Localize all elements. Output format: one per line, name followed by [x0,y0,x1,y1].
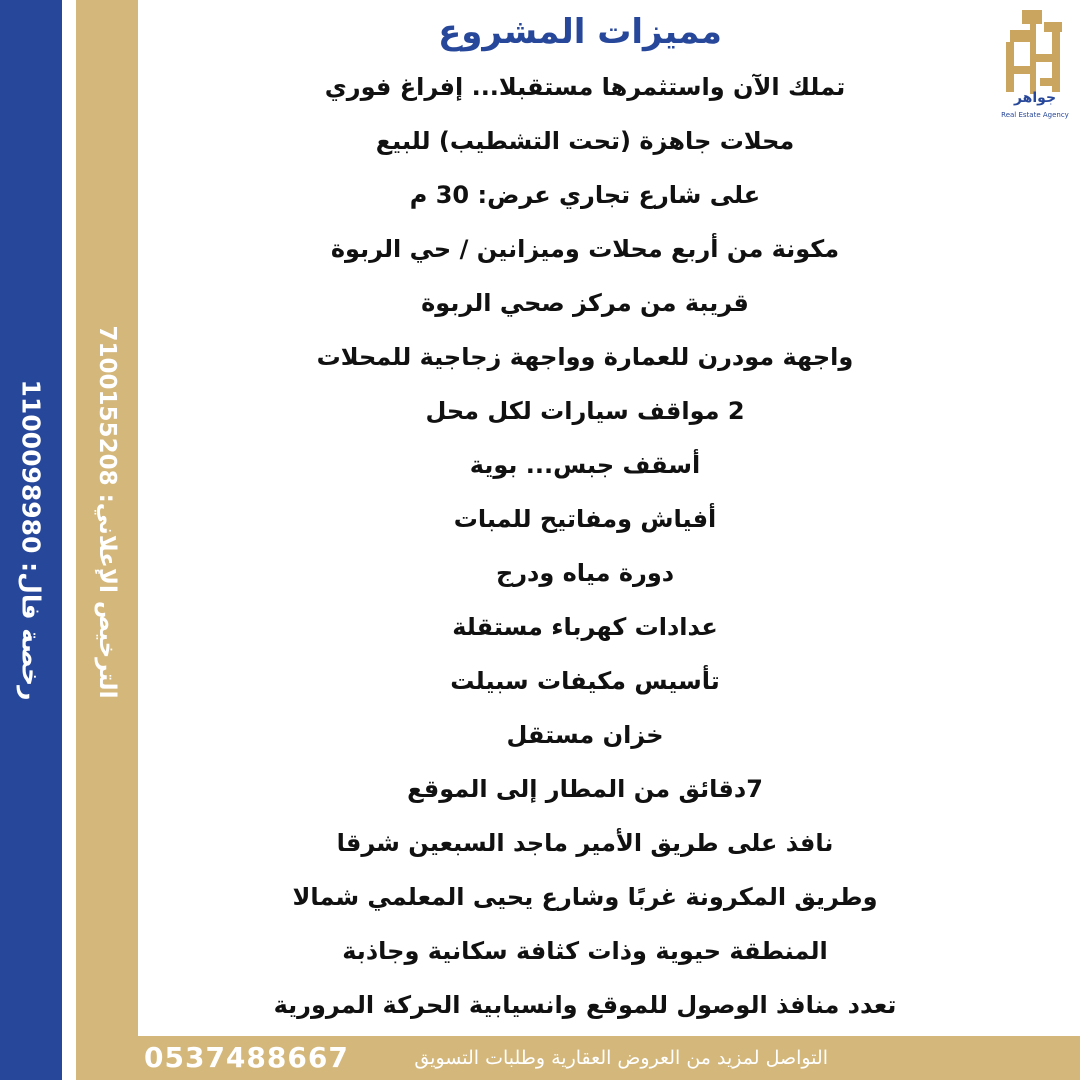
feature-item: 7دقائق من المطار إلى الموقع [407,775,763,803]
feature-item: 2 مواقف سيارات لكل محل [425,397,745,425]
feature-item: عدادات كهرباء مستقلة [452,613,718,641]
fal-license-text: رخصة فال: 1100098980 [16,379,46,701]
feature-item: وطريق المكرونة غربًا وشارع يحيى المعلمي شمالا [292,883,878,911]
feature-item: تملك الآن واستثمرها مستقبلا... إفراغ فوري [324,73,846,101]
feature-item: واجهة مودرن للعمارة وواجهة زجاجية للمحلات [316,343,854,371]
page-title: مميزات المشروع [438,12,722,52]
feature-item: مكونة من أربع محلات وميزانين / حي الربوة [330,235,840,263]
feature-item: خزان مستقل [506,721,664,749]
feature-item: نافذ على طريق الأمير ماجد السبعين شرقا [336,829,834,857]
logo-subtitle: Real Estate Agency [1001,111,1069,119]
feature-list [140,64,1030,1036]
logo-name: جواهر [1013,90,1057,106]
feature-item: محلات جاهزة (تحت التشطيب) للبيع [375,127,795,155]
feature-item: المنطقة حيوية وذات كثافة سكانية وجاذبة [342,937,828,965]
feature-item: على شارع تجاري عرض: 30 م [409,181,761,209]
feature-item: تعدد منافذ الوصول للموقع وانسيابية الحركة المرورية [273,991,897,1019]
feature-item: أفياش ومفاتيح للمبات [453,505,717,533]
feature-item: قريبة من مركز صحي الربوة [421,289,749,317]
feature-item: تأسيس مكيفات سبيلت [450,667,720,695]
contact-text: التواصل لمزيد من العروض العقارية وطلبات التسويق [414,1047,828,1069]
phone-number[interactable]: 0537488667 [144,1041,349,1074]
feature-item: أسقف جبس... بوية [469,451,701,479]
feature-item: دورة مياه ودرج [495,559,675,587]
ad-license-text: الترخيص الإعلاني: 7100155208 [94,325,120,699]
